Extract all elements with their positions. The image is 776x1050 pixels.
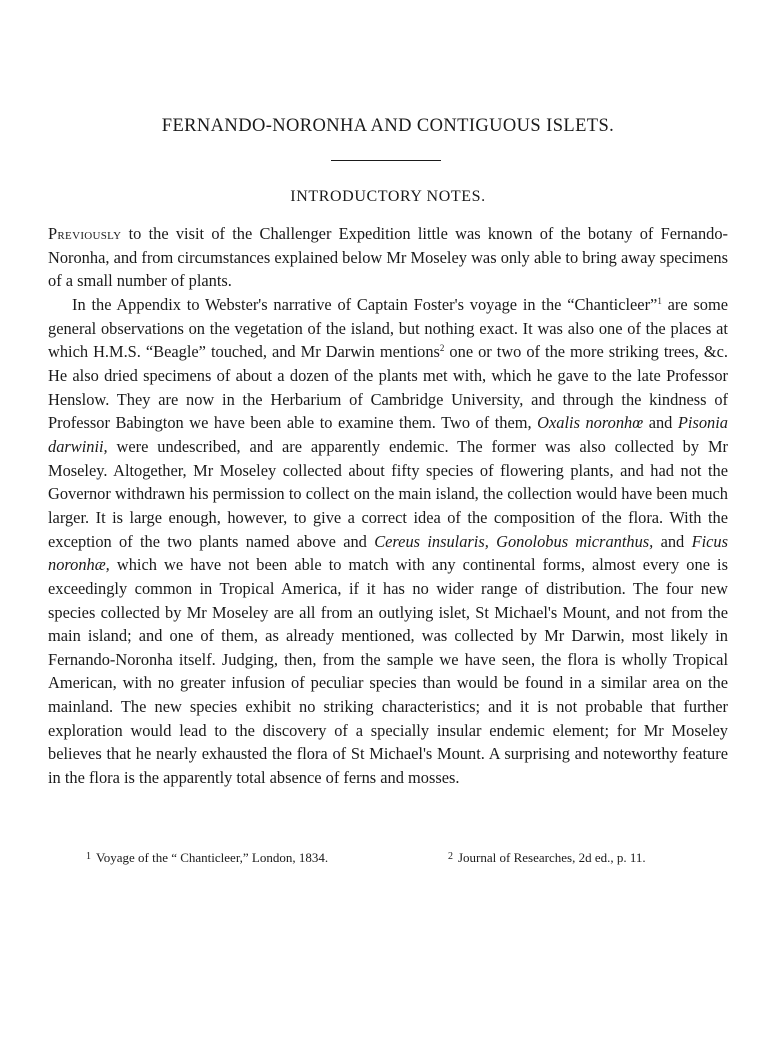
footnote-ref-1[interactable]: 1: [657, 295, 662, 306]
paragraph-1: [48, 222, 728, 293]
paragraph-2-text-5: were undescribed, and are apparently endemic. The former was also collected by Mr Moseley. Altogether, Mr Moseley collected about fifty species of flowering plants, and had not the Governor withdrawn his permission to collect on the main island, the collection would have been much larger. It is large enough, however, to give a correct idea of the composition of the flora. With the exception of the two plants named above and: [48, 436, 728, 551]
paragraph-2-text-7: which we have not been able to match with any continental forms, almost every one is exceedingly common in Tropical America, if it has no wider range of distribution. The four new species collected by Mr Moseley are all from an outlying islet, St Michael's Mount, and not from the main island; and one of them, as already mentioned, was collected by Mr Darwin, most likely in Fernando-Noronha itself. Judging, then, from the sample we have seen, the flora is wholly Tropical American, with no greater infusion of peculiar species than would be found in a similar area on the mainland. The new species exhibit no striking characteristics; and it is not probable that further exploration would lead to the discovery of a specially insular endemic element; for Mr Moseley believes that he nearly exhausted the flora of St Michael's Mount. A surprising and noteworthy feature in the flora is the apparently total absence of ferns and mosses.: [48, 555, 728, 788]
footnote-text: Journal of Researches, 2d ed., p. 11.: [458, 850, 646, 865]
footnote-text: Voyage of the “ Chanticleer,” London, 1834.: [96, 850, 329, 865]
footnote-1: [86, 848, 328, 868]
footnote-mark: 1: [86, 851, 91, 862]
footnotes: [86, 848, 706, 868]
paragraph-2-text-2: are some general observations on the vegetation of the island, but nothing exact. It was also one of the places at which H.M.S. “Beagle” touched, and Mr Darwin mentions: [48, 294, 728, 362]
document-page: [48, 0, 728, 1050]
paragraph-1-text: to the visit of the Challenger Expedition little was known of the botany of Fernando-Noronha, and from circumstances explained below Mr Moseley was only able to bring away specimens of a small number of plants.: [48, 224, 728, 291]
lead-word: Previously: [48, 224, 122, 243]
footnote-mark: 2: [448, 851, 453, 862]
paragraph-2: [48, 293, 728, 790]
footnote-2: [448, 848, 646, 868]
paragraph-2-text-4: and: [643, 413, 678, 433]
species-name: Oxalis noronhœ: [537, 413, 644, 433]
footnote-ref-2[interactable]: 2: [439, 343, 445, 354]
species-name: Pisonia darwinii,: [48, 413, 728, 456]
title-divider: [331, 160, 441, 161]
species-name: Ficus noronhæ,: [48, 531, 728, 575]
page-title: FERNANDO-NORONHA AND CONTIGUOUS ISLETS.: [161, 116, 615, 136]
paragraph-2-text-6: and: [653, 531, 692, 551]
species-name: Cereus insularis, Gonolobus micranthus,: [374, 531, 654, 551]
body-text: [48, 222, 728, 790]
paragraph-2-text-3: one or two of the more striking trees, &c. He also dried specimens of about a dozen of the plants met with, which he gave to the late Professor Henslow. They are now in the Herbarium of Cambridge University, and through the kindness of Professor Babington we have been able to examine them. Two of them,: [48, 342, 728, 433]
paragraph-2-text-1: In the Appendix to Webster's narrative of Captain Foster's voyage in the “Chanticleer”: [72, 294, 658, 314]
section-heading: INTRODUCTORY NOTES.: [290, 188, 486, 205]
